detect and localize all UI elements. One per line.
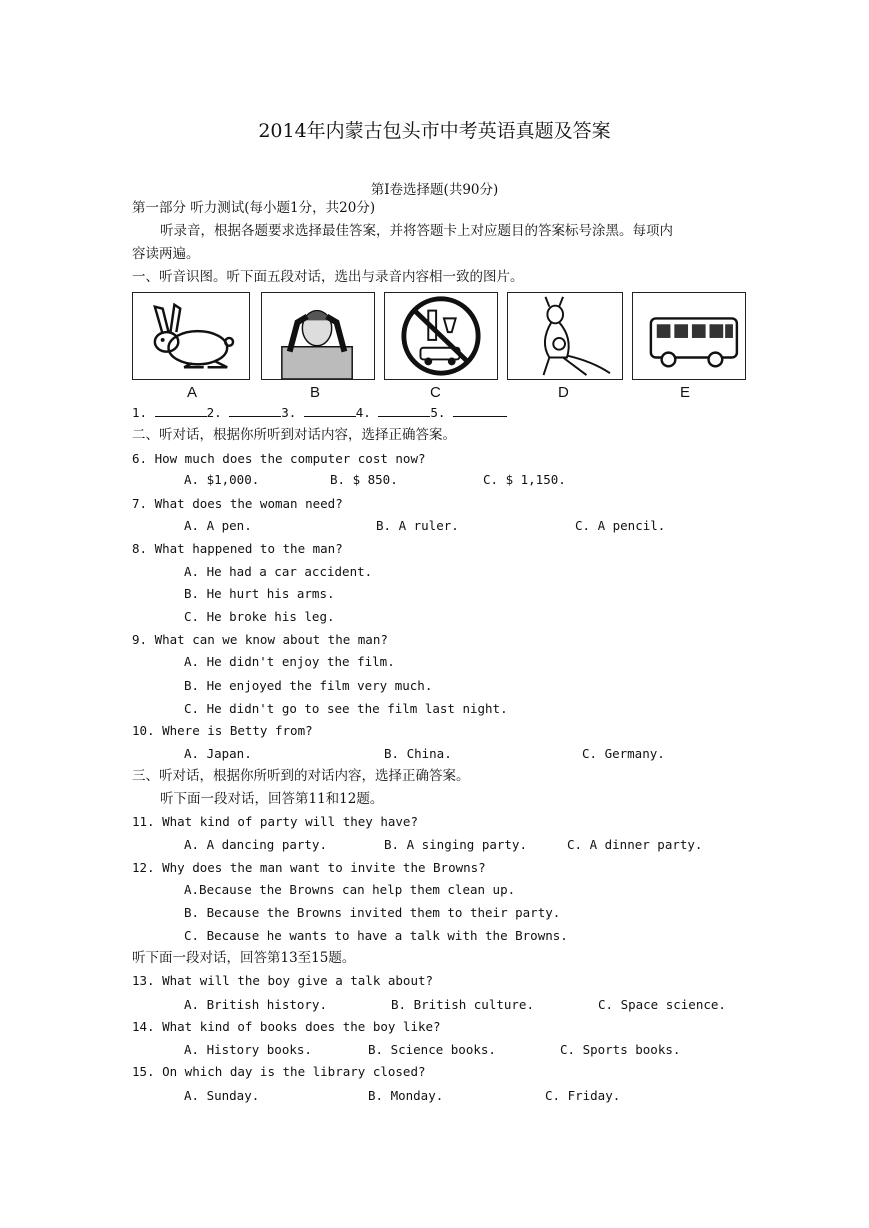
question-11: 11. What kind of party will they have? [132,814,418,829]
q12-option-c: C. Because he wants to have a talk with the Browns. [184,928,568,943]
no-drunk-driving-icon [385,293,497,379]
q8-option-a: A. He had a car accident. [184,564,373,579]
q7-option-c: C. A pencil. [575,518,666,533]
answer-blanks [132,403,507,422]
q11-option-b: B. A singing party. [384,837,527,852]
q15-option-c: C. Friday. [545,1088,621,1103]
q11-option-c: C. A dinner party. [567,837,703,852]
rabbit-icon [133,293,249,379]
picture-b [261,292,375,380]
q9-option-b: B. He enjoyed the film very much. [184,678,433,693]
q12-option-a: A.Because the Browns can help them clean up. [184,882,516,897]
q10-option-c: C. Germany. [582,746,665,761]
q14-option-c: C. Sports books. [560,1042,681,1057]
question-6: 6. How much does the computer cost now? [132,451,426,466]
question-8: 8. What happened to the man? [132,541,343,556]
section3-instruction-a: 听下面一段对话，回答第11和12题。 [160,791,384,807]
question-10: 10. Where is Betty from? [132,723,313,738]
bus-icon [633,293,745,379]
q13-option-b: B. British culture. [391,997,534,1012]
q9-option-c: C. He didn't go to see the film last night. [184,701,508,716]
blank-3-number: 3. [281,405,297,420]
q9-option-a: A. He didn't enjoy the film. [184,654,395,669]
q7-option-a: A. A pen. [184,518,252,533]
q14-option-b: B. Science books. [368,1042,496,1057]
blank-1-number: 1. [132,405,148,420]
q8-option-c: C. He broke his leg. [184,609,335,624]
page-title: 2014年内蒙古包头市中考英语真题及答案 [258,120,611,142]
section3-heading: 三、听对话，根据你所听到的对话内容，选择正确答案。 [132,768,470,784]
q8-option-b: B. He hurt his arms. [184,586,335,601]
question-13: 13. What will the boy give a talk about? [132,973,434,988]
question-7: 7. What does the woman need? [132,496,343,511]
instructions-line2: 容读两遍。 [132,246,200,262]
headache-person-icon [262,293,374,379]
picture-label-e: E [680,384,691,401]
q13-option-a: A. British history. [184,997,327,1012]
q6-option-c: C. $ 1,150. [483,472,566,487]
q7-option-b: B. A ruler. [376,518,459,533]
blank-4[interactable] [378,403,430,417]
picture-e [632,292,746,380]
kangaroo-icon [508,293,622,379]
section2-heading: 二、听对话，根据你所听到对话内容，选择正确答案。 [132,427,456,443]
part1-heading: 第一部分 听力测试(每小题1分，共20分) [132,200,376,216]
picture-label-c: C [430,384,441,401]
section1-heading: 一、听音识图。听下面五段对话，选出与录音内容相一致的图片。 [132,269,524,285]
question-15: 15. On which day is the library closed? [132,1064,426,1079]
question-9: 9. What can we know about the man? [132,632,388,647]
q14-option-a: A. History books. [184,1042,312,1057]
q15-option-b: B. Monday. [368,1088,444,1103]
blank-5-number: 5. [430,405,446,420]
blank-4-number: 4. [355,405,371,420]
question-12: 12. Why does the man want to invite the Browns? [132,860,486,875]
picture-d [507,292,623,380]
blank-2-number: 2. [206,405,222,420]
blank-3[interactable] [304,403,356,417]
picture-label-a: A [187,384,198,401]
q10-option-a: A. Japan. [184,746,252,761]
section3-instruction-b: 听下面一段对话，回答第13至15题。 [132,950,356,966]
blank-5[interactable] [453,403,507,417]
q15-option-a: A. Sunday. [184,1088,260,1103]
q10-option-b: B. China. [384,746,452,761]
q11-option-a: A. A dancing party. [184,837,327,852]
instructions-line1: 听录音，根据各题要求选择最佳答案，并将答题卡上对应题目的答案标号涂黑。每项内 [160,223,673,239]
picture-label-b: B [310,384,321,401]
picture-label-d: D [558,384,569,401]
q6-option-a: A. $1,000. [184,472,260,487]
picture-a [132,292,250,380]
blank-1[interactable] [155,403,207,417]
q12-option-b: B. Because the Browns invited them to their party. [184,905,561,920]
picture-c [384,292,498,380]
q6-option-b: B. $ 850. [330,472,398,487]
blank-2[interactable] [229,403,281,417]
volume-heading: 第Ⅰ卷选择题(共90分) [370,182,499,198]
question-14: 14. What kind of books does the boy like? [132,1019,441,1034]
q13-option-c: C. Space science. [598,997,726,1012]
